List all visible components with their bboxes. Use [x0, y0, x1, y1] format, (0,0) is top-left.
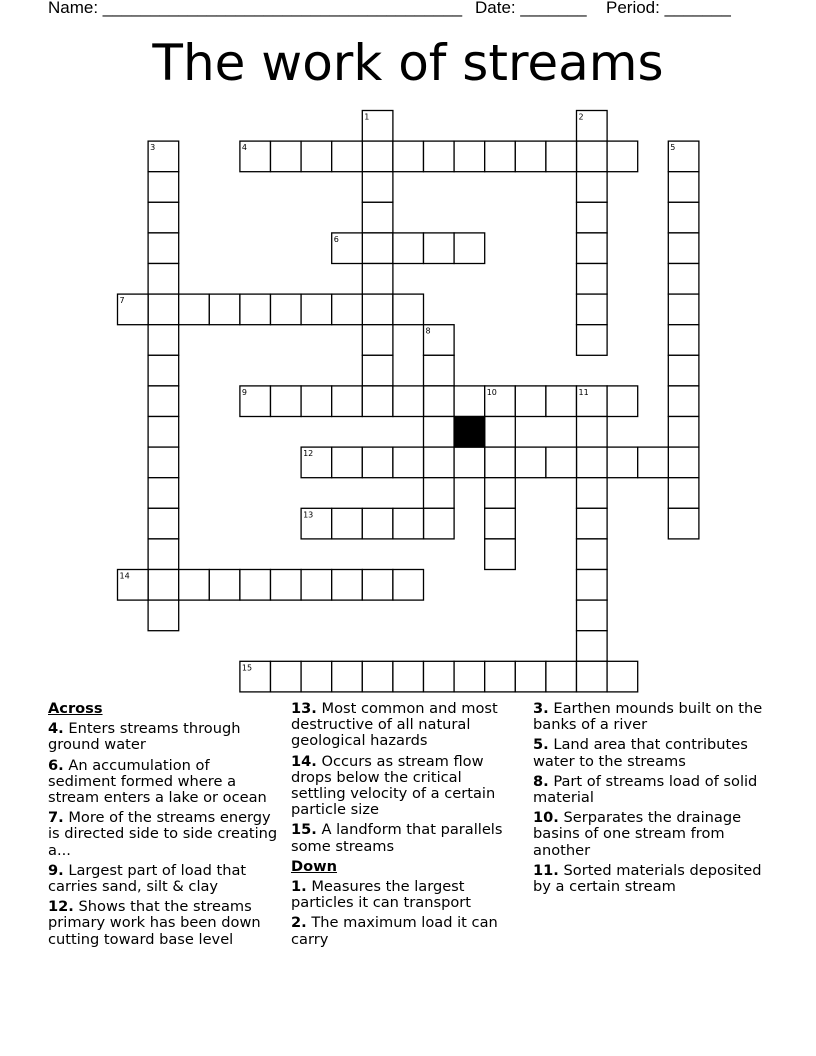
cell-number: 10 — [486, 387, 497, 397]
grid-cell[interactable] — [301, 294, 332, 325]
grid-cell[interactable] — [454, 661, 485, 692]
grid-cell[interactable] — [515, 141, 546, 172]
grid-cell[interactable] — [424, 386, 455, 417]
grid-cell[interactable] — [148, 264, 179, 295]
grid-cell[interactable] — [332, 447, 363, 478]
clue-across: 4. Enters streams through ground water — [48, 720, 241, 754]
grid-cell[interactable] — [271, 570, 302, 601]
grid-cell[interactable] — [148, 233, 179, 264]
grid-cell[interactable] — [393, 141, 424, 172]
clue-down: 8. Part of streams load of solid material — [533, 772, 758, 807]
grid-cell[interactable] — [668, 447, 699, 478]
grid-cell[interactable] — [240, 661, 271, 692]
grid-cell[interactable] — [301, 386, 332, 417]
grid-cell[interactable] — [393, 570, 424, 601]
clue-down: 11. Sorted materials deposited by a certain stream — [533, 861, 762, 896]
grid-cell[interactable] — [362, 264, 393, 295]
grid-cell[interactable] — [546, 661, 577, 692]
cell-number: 2 — [578, 112, 584, 122]
grid-cell[interactable] — [148, 141, 179, 172]
grid-cell[interactable] — [240, 570, 271, 601]
grid-cell[interactable] — [424, 447, 455, 478]
grid-cell[interactable] — [209, 570, 240, 601]
grid-cell[interactable] — [485, 508, 516, 539]
grid-cell[interactable] — [362, 355, 393, 386]
grid-cell[interactable] — [485, 661, 516, 692]
clue-down: 1. Measures the largest particles it can transport — [291, 878, 471, 912]
grid-cell[interactable] — [362, 202, 393, 233]
clue-down: 3. Earthen mounds built on the banks of a river — [533, 700, 763, 734]
grid-cell[interactable] — [577, 661, 608, 692]
grid-cell[interactable] — [424, 508, 455, 539]
period-field-label: Period: _______ — [606, 0, 731, 17]
grid-cell[interactable] — [668, 478, 699, 509]
grid-cell[interactable] — [362, 325, 393, 356]
grid-cell[interactable] — [271, 386, 302, 417]
grid-cell[interactable] — [148, 508, 179, 539]
grid-cell[interactable] — [424, 325, 455, 356]
grid-cell[interactable] — [362, 172, 393, 203]
grid-cell[interactable] — [332, 141, 363, 172]
grid-cell[interactable] — [301, 141, 332, 172]
grid-cell[interactable] — [179, 294, 210, 325]
cell-number: 13 — [303, 510, 314, 520]
grid-cell[interactable] — [546, 447, 577, 478]
grid-cell[interactable] — [240, 141, 271, 172]
cell-number: 5 — [670, 143, 676, 153]
grid-cell[interactable] — [148, 600, 179, 631]
grid-cell[interactable] — [668, 141, 699, 172]
grid-cell[interactable] — [271, 294, 302, 325]
grid-cell[interactable] — [393, 661, 424, 692]
grid-cell[interactable] — [332, 570, 363, 601]
clue-across: 15. A landform that parallels some streams — [291, 821, 503, 855]
clue-across: 9. Largest part of load that carries sand, silt & clay — [48, 861, 247, 896]
grid-cell[interactable] — [485, 386, 516, 417]
grid-cell[interactable] — [607, 447, 638, 478]
across-heading: Across — [48, 700, 103, 717]
grid-cell[interactable] — [668, 386, 699, 417]
clue-down: 10. Serparates the drainage basins of one stream from another — [533, 809, 742, 859]
grid-cell[interactable] — [393, 386, 424, 417]
grid-cell[interactable] — [668, 202, 699, 233]
grid-cell[interactable] — [668, 355, 699, 386]
clues-column-1 — [48, 701, 280, 952]
grid-cell[interactable] — [332, 508, 363, 539]
grid-cell[interactable] — [424, 233, 455, 264]
grid-cell[interactable] — [362, 508, 393, 539]
grid-cell[interactable] — [148, 417, 179, 448]
grid-cell[interactable] — [577, 386, 608, 417]
grid-cell[interactable] — [362, 111, 393, 142]
grid-cell[interactable] — [148, 294, 179, 325]
grid-cell[interactable] — [362, 386, 393, 417]
grid-cell[interactable] — [332, 233, 363, 264]
grid-cell[interactable] — [240, 386, 271, 417]
grid-cell[interactable] — [577, 417, 608, 448]
grid-cell[interactable] — [577, 325, 608, 356]
grid-cell[interactable] — [148, 539, 179, 570]
grid-cell[interactable] — [485, 417, 516, 448]
date-field-label: Date: _______ — [475, 0, 587, 17]
grid-cell[interactable] — [301, 661, 332, 692]
grid-cell[interactable] — [607, 141, 638, 172]
grid-cell[interactable] — [148, 355, 179, 386]
clue-across: 7. More of the streams energy is directed side to side creating a... — [48, 809, 278, 859]
grid-cell[interactable] — [485, 447, 516, 478]
grid-cell[interactable] — [668, 233, 699, 264]
grid-cell[interactable] — [577, 478, 608, 509]
grid-cell[interactable] — [485, 539, 516, 570]
clue-across: 14. Occurs as stream flow drops below the critical settling velocity of a certain particle size — [291, 752, 496, 819]
grid-cell[interactable] — [393, 233, 424, 264]
grid-cell[interactable] — [271, 141, 302, 172]
grid-cell[interactable] — [209, 294, 240, 325]
grid-cell[interactable] — [668, 294, 699, 325]
grid-cell[interactable] — [577, 233, 608, 264]
clue-across: 13. Most common and most destructive of all natural geological hazards — [291, 700, 498, 750]
page-title: The work of streams — [152, 34, 664, 92]
grid-cell[interactable] — [148, 447, 179, 478]
grid-cell[interactable] — [148, 325, 179, 356]
grid-cell[interactable] — [485, 478, 516, 509]
cell-number: 8 — [425, 326, 431, 336]
down-heading: Down — [291, 857, 338, 875]
grid-cell[interactable] — [577, 539, 608, 570]
grid-cell[interactable] — [424, 141, 455, 172]
cell-number: 11 — [578, 387, 589, 397]
grid-cell[interactable] — [515, 447, 546, 478]
grid-cell[interactable] — [454, 386, 485, 417]
grid-cell[interactable] — [577, 631, 608, 662]
grid-cell[interactable] — [362, 294, 393, 325]
grid-cell[interactable] — [607, 661, 638, 692]
grid-cell[interactable] — [668, 264, 699, 295]
grid-cell[interactable] — [362, 233, 393, 264]
grid-cell[interactable] — [301, 570, 332, 601]
grid-cell[interactable] — [148, 570, 179, 601]
grid-cell[interactable] — [148, 478, 179, 509]
grid-cell[interactable] — [362, 141, 393, 172]
grid-cell[interactable] — [393, 294, 424, 325]
grid-cell[interactable] — [301, 508, 332, 539]
grid-cell[interactable] — [515, 386, 546, 417]
grid-cell[interactable] — [454, 447, 485, 478]
grid-cell[interactable] — [118, 294, 149, 325]
grid-cell[interactable] — [332, 386, 363, 417]
cell-number: 9 — [241, 387, 247, 397]
grid-cell[interactable] — [148, 202, 179, 233]
grid-cell[interactable] — [424, 661, 455, 692]
cell-number: 3 — [150, 143, 156, 153]
grid-cell[interactable] — [577, 570, 608, 601]
clue-across: 12. Shows that the streams primary work has been down cutting toward base level — [48, 898, 261, 948]
grid-cell[interactable] — [118, 570, 149, 601]
grid-cell[interactable] — [577, 202, 608, 233]
grid-cell[interactable] — [515, 661, 546, 692]
grid-cell[interactable] — [454, 141, 485, 172]
grid-cell[interactable] — [577, 141, 608, 172]
grid-cell[interactable] — [668, 508, 699, 539]
grid-cell[interactable] — [577, 508, 608, 539]
grid-cell[interactable] — [240, 294, 271, 325]
grid-cell[interactable] — [668, 325, 699, 356]
grid-cell[interactable] — [607, 386, 638, 417]
grid-cell[interactable] — [546, 141, 577, 172]
grid-cell[interactable] — [424, 478, 455, 509]
clue-down: 2. The maximum load it can carry — [291, 914, 498, 948]
grid-cell[interactable] — [332, 294, 363, 325]
grid-cell[interactable] — [393, 447, 424, 478]
grid-cell[interactable] — [424, 355, 455, 386]
cell-number: 14 — [119, 571, 130, 581]
cell-number: 7 — [119, 296, 125, 306]
grid-cell[interactable] — [577, 264, 608, 295]
grid-cell[interactable] — [638, 447, 669, 478]
grid-cell[interactable] — [179, 570, 210, 601]
clue-across: 6. An accumulation of sediment formed where a stream enters a lake or ocean — [48, 756, 267, 807]
grid-cell[interactable] — [301, 447, 332, 478]
cell-number: 15 — [241, 663, 253, 673]
grid-cell[interactable] — [577, 172, 608, 203]
clues-column-3 — [533, 701, 773, 899]
grid-cell[interactable] — [393, 508, 424, 539]
grid-cell[interactable] — [668, 172, 699, 203]
grid-cell[interactable] — [577, 600, 608, 631]
grid-cell[interactable] — [362, 661, 393, 692]
grid-cell[interactable] — [577, 111, 608, 142]
grid-cell[interactable] — [485, 141, 516, 172]
grid-cell[interactable] — [577, 294, 608, 325]
clue-down: 5. Land area that contributes water to the streams — [533, 736, 748, 770]
grid-cell[interactable] — [332, 661, 363, 692]
name-field-label: Name: ______________________________________ — [48, 0, 463, 17]
blocked-cell — [454, 417, 485, 448]
cell-number: 1 — [364, 112, 370, 122]
grid-cell[interactable] — [271, 661, 302, 692]
cell-number: 4 — [241, 143, 247, 153]
grid-cell[interactable] — [454, 233, 485, 264]
grid-cell[interactable] — [546, 386, 577, 417]
grid-cell[interactable] — [577, 447, 608, 478]
cell-number: 12 — [303, 449, 314, 459]
grid-cell[interactable] — [424, 417, 455, 448]
cell-number: 6 — [333, 234, 339, 244]
grid-cell[interactable] — [362, 570, 393, 601]
grid-cell[interactable] — [148, 386, 179, 417]
grid-cell[interactable] — [362, 447, 393, 478]
clues-column-2 — [291, 701, 517, 952]
grid-cell[interactable] — [148, 172, 179, 203]
grid-cell[interactable] — [668, 417, 699, 448]
